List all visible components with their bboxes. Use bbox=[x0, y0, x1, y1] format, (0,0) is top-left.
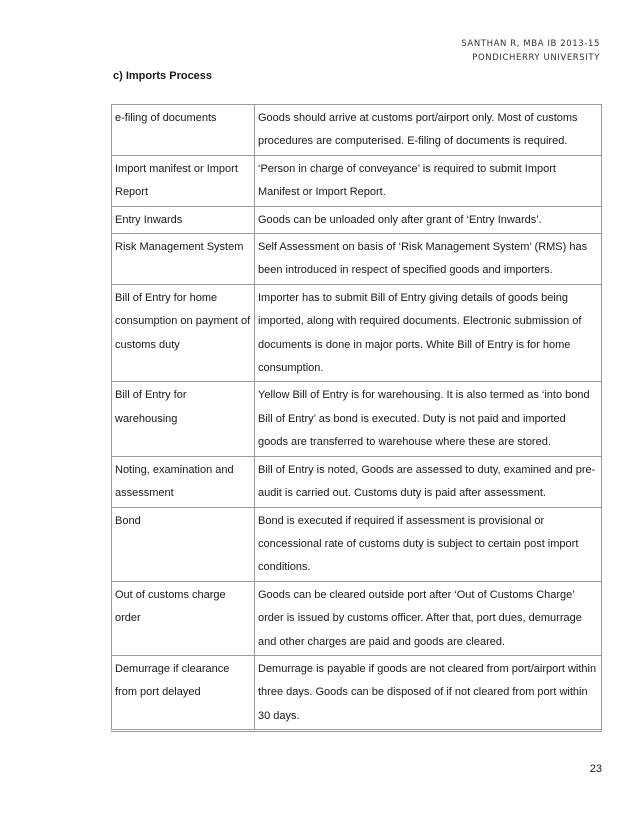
term-cell: Bill of Entry for home consumption on payment of customs duty bbox=[112, 284, 255, 382]
description-cell: Bond is executed if required if assessment is provisional or concessional rate of customs duty is subject to certain post import conditions. bbox=[255, 507, 602, 581]
term-cell: Import manifest or Import Report bbox=[112, 155, 255, 206]
imports-process-table bbox=[111, 104, 602, 732]
description-cell: Importer has to submit Bill of Entry giving details of goods being imported, along with required documents. Electronic submission of documents is done in major ports. White Bill of Entry is for home consumption. bbox=[255, 284, 602, 382]
table-row bbox=[112, 155, 602, 206]
header-university-line: PONDICHERRY UNIVERSITY bbox=[472, 53, 600, 63]
term-cell: Bond bbox=[112, 507, 255, 581]
description-cell: Goods can be cleared outside port after ‘Out of Customs Charge’ order is issued by customs officer. After that, port dues, demurrage and other charges are paid and goods are cleared. bbox=[255, 581, 602, 655]
table-row bbox=[112, 655, 602, 730]
description-cell: Self Assessment on basis of ‘Risk Management System’ (RMS) has been introduced in respect of specified goods and importers. bbox=[255, 234, 602, 285]
section-title: c) Imports Process bbox=[113, 70, 213, 82]
page-number: 23 bbox=[589, 763, 602, 775]
table-row bbox=[112, 206, 602, 233]
table-row bbox=[112, 105, 602, 156]
description-cell: Goods can be unloaded only after grant of ‘Entry Inwards’. bbox=[255, 206, 602, 233]
description-cell: Goods should arrive at customs port/airport only. Most of customs procedures are computerised. E-filing of documents is required. bbox=[255, 105, 602, 156]
table-row bbox=[112, 284, 602, 382]
term-cell: Noting, examination and assessment bbox=[112, 456, 255, 507]
table-row bbox=[112, 382, 602, 456]
term-cell: e-filing of documents bbox=[112, 105, 255, 156]
table-row bbox=[112, 581, 602, 655]
description-cell: Bill of Entry is noted, Goods are assessed to duty, examined and pre-audit is carried out. Customs duty is paid after assessment. bbox=[255, 456, 602, 507]
table-row bbox=[112, 507, 602, 581]
term-cell: Demurrage if clearance from port delayed bbox=[112, 655, 255, 730]
description-cell: ‘Person in charge of conveyance’ is required to submit Import Manifest or Import Report. bbox=[255, 155, 602, 206]
description-cell: Demurrage is payable if goods are not cleared from port/airport within three days. Goods can be disposed of if not cleared from port within 30 days. bbox=[255, 655, 602, 730]
term-cell: Out of customs charge order bbox=[112, 581, 255, 655]
header-author-line: SANTHAN R, MBA IB 2013-15 bbox=[461, 39, 600, 49]
table-row bbox=[112, 456, 602, 507]
description-cell: Yellow Bill of Entry is for warehousing. It is also termed as ‘into bond Bill of Entry’ as bond is executed. Duty is not paid and imported goods are transferred to warehouse where these are stored. bbox=[255, 382, 602, 456]
term-cell: Risk Management System bbox=[112, 234, 255, 285]
term-cell: Bill of Entry for warehousing bbox=[112, 382, 255, 456]
page-header bbox=[461, 37, 600, 65]
table-row bbox=[112, 234, 602, 285]
term-cell: Entry Inwards bbox=[112, 206, 255, 233]
